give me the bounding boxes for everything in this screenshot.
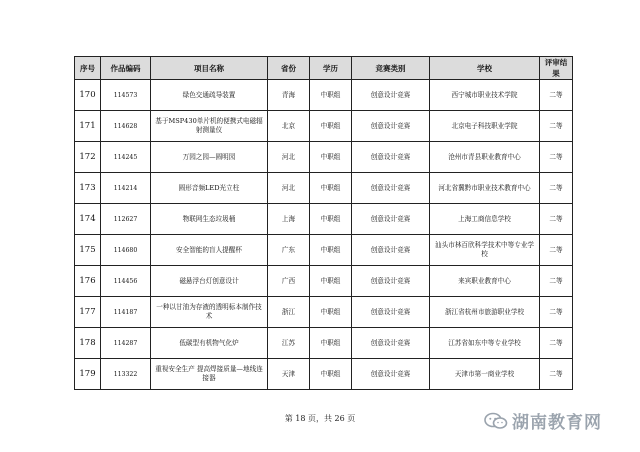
cell-result: 二等: [540, 235, 573, 266]
table-row: [75, 328, 573, 359]
cell-seq: 175: [75, 235, 101, 266]
cell-school: 天津市第一商业学校: [430, 359, 540, 390]
cell-province: 江苏: [268, 328, 310, 359]
watermark-text: 湖南教育网: [512, 413, 602, 433]
cell-level: 中职组: [310, 235, 352, 266]
cell-result: 二等: [540, 328, 573, 359]
cell-school: 浙江省杭州市旅游职业学校: [430, 297, 540, 328]
cell-school: 北京电子科技职业学院: [430, 111, 540, 142]
cell-result: 二等: [540, 80, 573, 111]
cell-school: 沧州市青县职业教育中心: [430, 142, 540, 173]
cell-code: 114245: [101, 142, 151, 173]
cell-result: 二等: [540, 173, 573, 204]
cell-result: 二等: [540, 204, 573, 235]
cell-level: 中职组: [310, 266, 352, 297]
cell-seq: 178: [75, 328, 101, 359]
cell-code: 114187: [101, 297, 151, 328]
watermark: [484, 408, 602, 433]
table-row: [75, 142, 573, 173]
cell-level: 中职组: [310, 173, 352, 204]
cell-school: 来宾职业教育中心: [430, 266, 540, 297]
header-school: 学校: [430, 57, 540, 80]
cell-category: 创意设计竞赛: [352, 266, 430, 297]
cell-province: 河北: [268, 173, 310, 204]
cell-code: 113322: [101, 359, 151, 390]
cell-level: 中职组: [310, 80, 352, 111]
cell-code: 114456: [101, 266, 151, 297]
header-project: 项目名称: [151, 57, 268, 80]
cell-school: 西宁城市职业技术学院: [430, 80, 540, 111]
cell-code: 114214: [101, 173, 151, 204]
cell-province: 天津: [268, 359, 310, 390]
cell-category: 创意设计竞赛: [352, 111, 430, 142]
cell-school: 上海工商信息学校: [430, 204, 540, 235]
cell-code: 114628: [101, 111, 151, 142]
cell-level: 中职组: [310, 204, 352, 235]
cell-seq: 171: [75, 111, 101, 142]
cell-province: 浙江: [268, 297, 310, 328]
cell-level: 中职组: [310, 142, 352, 173]
cell-level: 中职组: [310, 111, 352, 142]
cell-province: 北京: [268, 111, 310, 142]
cell-project: 绿色交通疏导装置: [151, 80, 268, 111]
cell-seq: 173: [75, 173, 101, 204]
awards-table: [74, 56, 573, 390]
cell-category: 创意设计竞赛: [352, 142, 430, 173]
cell-province: 广东: [268, 235, 310, 266]
cell-code: 112627: [101, 204, 151, 235]
cell-seq: 177: [75, 297, 101, 328]
cell-province: 上海: [268, 204, 310, 235]
cell-project: 低碳型有机物气化炉: [151, 328, 268, 359]
header-level: 学历: [310, 57, 352, 80]
header-province: 省份: [268, 57, 310, 80]
cell-result: 二等: [540, 142, 573, 173]
cell-result: 二等: [540, 297, 573, 328]
cell-code: 114287: [101, 328, 151, 359]
table-row: [75, 80, 573, 111]
table-row: [75, 297, 573, 328]
cell-province: 河北: [268, 142, 310, 173]
cell-category: 创意设计竞赛: [352, 359, 430, 390]
cell-project: 万园之园—圆明园: [151, 142, 268, 173]
cell-level: 中职组: [310, 328, 352, 359]
cell-category: 创意设计竞赛: [352, 235, 430, 266]
table-row: [75, 235, 573, 266]
table-row: [75, 359, 573, 390]
table-header-row: [75, 57, 573, 80]
cell-category: 创意设计竞赛: [352, 80, 430, 111]
cell-project: 物联网生态垃圾桶: [151, 204, 268, 235]
cell-code: 114573: [101, 80, 151, 111]
page-footer: 第 18 页，共 26 页: [284, 414, 356, 423]
cell-school: 江苏省如东中等专业学校: [430, 328, 540, 359]
header-seq: 序号: [75, 57, 101, 80]
cell-result: 二等: [540, 111, 573, 142]
cell-seq: 174: [75, 204, 101, 235]
cell-result: 二等: [540, 266, 573, 297]
cell-project: 圆形音频LED光立柱: [151, 173, 268, 204]
cell-project: 基于MSP430单片机的便携式电磁辐射测量仪: [151, 111, 268, 142]
cell-seq: 172: [75, 142, 101, 173]
cell-level: 中职组: [310, 359, 352, 390]
cell-category: 创意设计竞赛: [352, 297, 430, 328]
document-sheet: [74, 56, 572, 390]
header-result: 评审结果: [540, 57, 573, 80]
cell-project: 重视安全生产 提高焊接质量—地线连接器: [151, 359, 268, 390]
cell-school: 汕头市林百欣科学技术中等专业学校: [430, 235, 540, 266]
table-row: [75, 204, 573, 235]
table-row: [75, 111, 573, 142]
cell-province: 广西: [268, 266, 310, 297]
cell-code: 114680: [101, 235, 151, 266]
cell-seq: 170: [75, 80, 101, 111]
cell-project: 安全智能的盲人提醒杯: [151, 235, 268, 266]
cell-result: 二等: [540, 359, 573, 390]
cell-seq: 179: [75, 359, 101, 390]
cell-project: 磁悬浮台灯创意设计: [151, 266, 268, 297]
cell-level: 中职组: [310, 297, 352, 328]
cell-category: 创意设计竞赛: [352, 328, 430, 359]
cell-school: 河北省冀黔市职业技术教育中心: [430, 173, 540, 204]
wechat-logo-icon: [484, 412, 508, 430]
table-row: [75, 173, 573, 204]
cell-province: 青海: [268, 80, 310, 111]
cell-project: 一种以甘油为存液的透明标本制作技术: [151, 297, 268, 328]
header-code: 作品编码: [101, 57, 151, 80]
cell-category: 创意设计竞赛: [352, 173, 430, 204]
cell-seq: 176: [75, 266, 101, 297]
cell-category: 创意设计竞赛: [352, 204, 430, 235]
header-category: 竞赛类别: [352, 57, 430, 80]
table-row: [75, 266, 573, 297]
